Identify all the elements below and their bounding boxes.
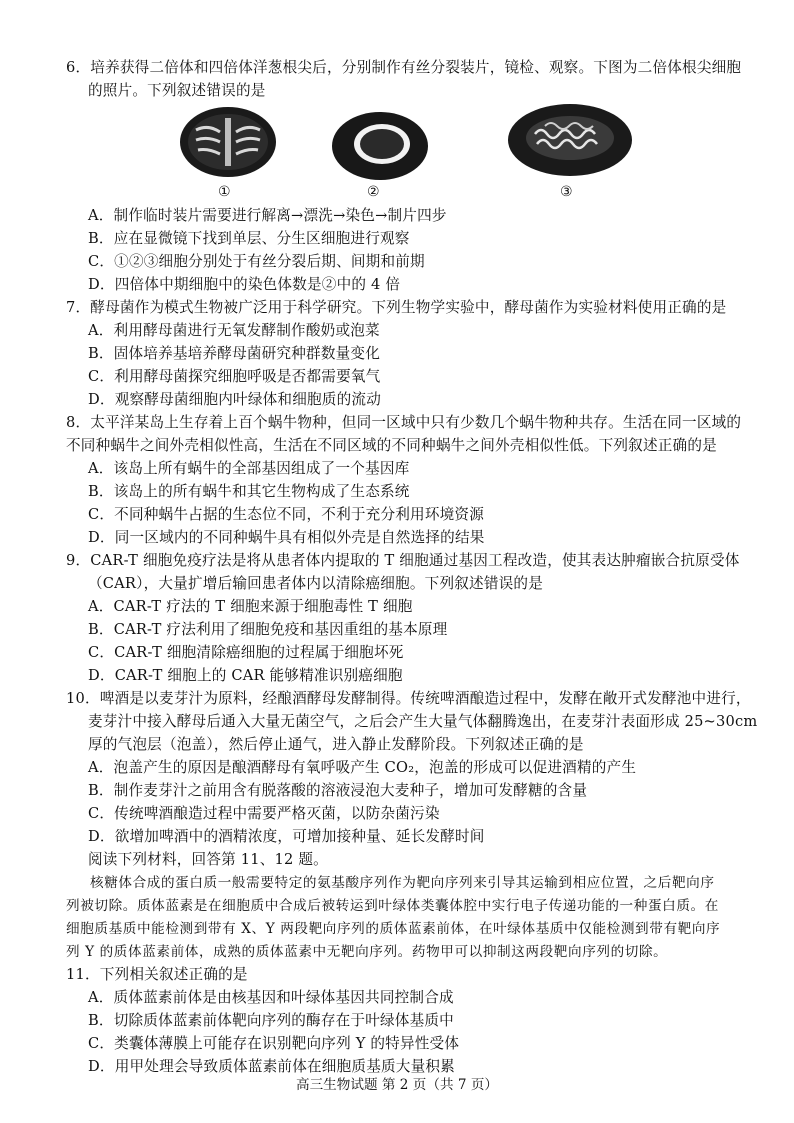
q9-stem-line2: （CAR），大量扩增后输回患者体内以清除癌细胞。下列叙述错误的是 [88, 575, 544, 592]
q7-option-c: C．利用酵母菌探究细胞呼吸是否都需要氧气 [88, 368, 381, 385]
q10-stem-line3: 厚的气泡层（泡盖），然后停止通气，进入静止发酵阶段。下列叙述正确的是 [88, 736, 584, 753]
q8-option-a: A．该岛上所有蜗牛的全部基因组成了一个基因库 [88, 460, 410, 477]
cell-photo-3 [505, 100, 635, 186]
q9-option-b: B．CAR-T 疗法利用了细胞免疫和基因重组的基本原理 [88, 621, 448, 638]
cell-photo-1 [178, 104, 278, 188]
q7-stem: 7．酵母菌作为模式生物被广泛用于科学研究。下列生物学实验中，酵母菌作为实验材料使用正确的是 [66, 299, 727, 316]
q8-stem-line2: 不同种蜗牛之间外壳相似性高，生活在不同区域的不同种蜗牛之间外壳相似性低。下列叙述正确的是 [66, 437, 717, 454]
q6-option-a: A．制作临时装片需要进行解离→漂洗→染色→制片四步 [88, 207, 447, 224]
q7-option-a: A．利用酵母菌进行无氧发酵制作酸奶或泡菜 [88, 322, 380, 339]
q9-option-d: D．CAR-T 细胞上的 CAR 能够精准识别癌细胞 [88, 667, 403, 684]
q7-option-b: B．固体培养基培养酵母菌研究种群数量变化 [88, 345, 381, 362]
q6-option-b: B．应在显微镜下找到单层、分生区细胞进行观察 [88, 230, 410, 247]
material-line-4: 列 Y 的质体蓝素前体，成熟的质体蓝素中无靶向序列。药物甲可以抑制这两段靶向序列的切除。 [66, 944, 668, 960]
q11-option-c: C．类囊体薄膜上可能存在识别靶向序列 Y 的特异性受体 [88, 1035, 460, 1052]
q8-option-d: D．同一区域内的不同种蜗牛具有相似外壳是自然选择的结果 [88, 529, 485, 546]
fig-label-2: ② [367, 184, 380, 200]
q8-option-c: C．不同种蜗牛占据的生态位不同，不利于充分利用环境资源 [88, 506, 485, 523]
q8-option-b: B．该岛上的所有蜗牛和其它生物构成了生态系统 [88, 483, 410, 500]
fig-label-1: ① [218, 184, 231, 200]
q8-stem-line1: 8．太平洋某岛上生存着上百个蜗牛物种，但同一区域中只有少数几个蜗牛物种共存。生活在同一区域的 [66, 414, 742, 431]
q6-figure [0, 100, 794, 210]
fig-label-3: ③ [560, 184, 573, 200]
material-line-2: 列被切除。质体蓝素是在细胞质中合成后被转运到叶绿体类囊体腔中实行电子传递功能的一种蛋白质。在 [66, 898, 719, 914]
q9-option-a: A．CAR-T 疗法的 T 细胞来源于细胞毒性 T 细胞 [88, 598, 413, 615]
q10-option-c: C．传统啤酒酿造过程中需要严格灭菌，以防杂菌污染 [88, 805, 440, 822]
q10-stem-line2: 麦芽汁中接入酵母后通入大量无菌空气，之后会产生大量气体翻腾逸出，在麦芽汁表面形成 25~30cm [88, 713, 758, 730]
page-footer: 高三生物试题 第 2 页（共 7 页） [295, 1077, 499, 1093]
q10-option-b: B．制作麦芽汁之前用含有脱落酸的溶液浸泡大麦种子，增加可发酵糖的含量 [88, 782, 588, 799]
q9-stem-line1: 9．CAR-T 细胞免疫疗法是将从患者体内提取的 T 细胞通过基因工程改造，使其表达肿瘤嵌合抗原受体 [66, 552, 740, 569]
material-line-3: 细胞质基质中能检测到带有 X、Y 两段靶向序列的质体蓝素前体，在叶绿体基质中仅能检测到带有靶向序 [66, 921, 721, 937]
q6-option-c: C．①②③细胞分别处于有丝分裂后期、间期和前期 [88, 253, 425, 270]
q10-stem-line1: 10．啤酒是以麦芽汁为原料，经酿酒酵母发酵制得。传统啤酒酿造过程中，发酵在敞开式发酵池中进行， [66, 690, 751, 707]
q11-option-a: A．质体蓝素前体是由核基因和叶绿体基因共同控制合成 [88, 989, 454, 1006]
q11-option-d: D．用甲处理会导致质体蓝素前体在细胞质基质大量积累 [88, 1058, 455, 1075]
q7-option-d: D．观察酵母菌细胞内叶绿体和细胞质的流动 [88, 391, 381, 408]
q11-stem: 11．下列相关叙述正确的是 [66, 966, 248, 983]
cell-photo-2 [330, 108, 430, 188]
q10-option-d: D．欲增加啤酒中的酒精浓度，可增加接种量、延长发酵时间 [88, 828, 485, 845]
q6-option-d: D．四倍体中期细胞中的染色体数是②中的 4 倍 [88, 276, 401, 293]
q11-option-b: B．切除质体蓝素前体靶向序列的酶存在于叶绿体基质中 [88, 1012, 454, 1029]
material-intro: 阅读下列材料，回答第 11、12 题。 [88, 851, 328, 868]
q10-option-a: A．泡盖产生的原因是酿酒酵母有氧呼吸产生 CO₂，泡盖的形成可以促进酒精的产生 [88, 759, 637, 776]
q6-stem-line2: 的照片。下列叙述错误的是 [88, 82, 266, 99]
q9-option-c: C．CAR-T 细胞清除癌细胞的过程属于细胞坏死 [88, 644, 404, 661]
material-line-1: 核糖体合成的蛋白质一般需要特定的氨基酸序列作为靶向序列来引导其运输到相应位置，之后靶向序 [90, 875, 715, 891]
q6-stem-line1: 6．培养获得二倍体和四倍体洋葱根尖后，分别制作有丝分裂装片，镜检、观察。下图为二倍体根尖细胞 [66, 59, 742, 76]
